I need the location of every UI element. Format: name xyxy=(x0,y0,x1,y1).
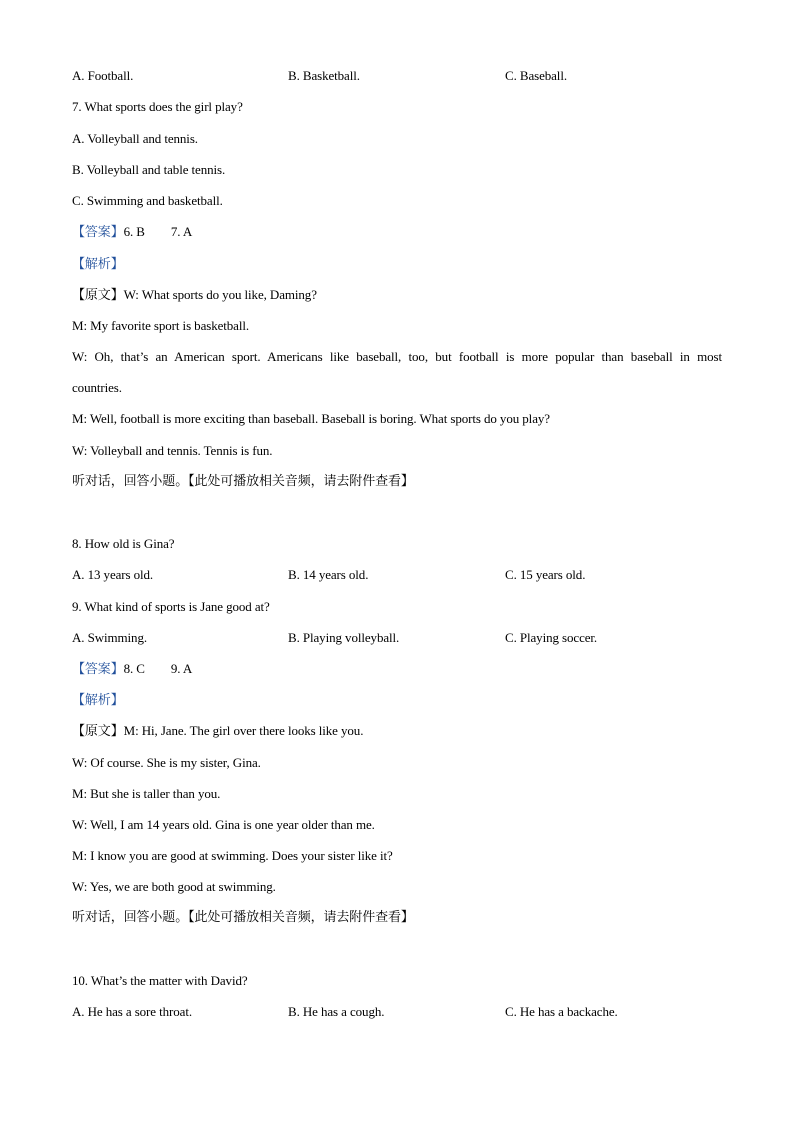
q9-option-c: C. Playing soccer. xyxy=(505,630,598,645)
q7-question: 7. What sports does the girl play? xyxy=(72,99,243,114)
q8-question: 8. How old is Gina? xyxy=(72,536,175,551)
answer-8: 8. C xyxy=(123,661,145,676)
answer-tag: 【答案】 xyxy=(72,662,124,677)
listening-instruction: 听对话，回答小题。【此处可播放相关音频，请去附件查看】 xyxy=(72,910,414,925)
q6-option-c: C. Baseball. xyxy=(505,68,567,83)
q6-option-b: B. Basketball. xyxy=(288,68,360,83)
analysis-line-8-9 xyxy=(72,692,124,709)
q8-option-b: B. 14 years old. xyxy=(288,567,369,582)
transcript-line: W: Of course. She is my sister, Gina. xyxy=(72,755,261,770)
answer-line-6-7 xyxy=(72,224,192,241)
q8-option-a: A. 13 years old. xyxy=(72,567,154,582)
q7-option-a: A. Volleyball and tennis. xyxy=(72,131,198,146)
q9-option-b: B. Playing volleyball. xyxy=(288,630,400,645)
answer-line-8-9 xyxy=(72,661,192,678)
q7-option-c: C. Swimming and basketball. xyxy=(72,193,223,208)
q10-question: 10. What’s the matter with David? xyxy=(72,973,248,988)
transcript-line: W: Oh, that’s an American sport. Americans like baseball, too, but football is more popular than baseball in most xyxy=(72,349,722,364)
analysis-tag: 【解析】 xyxy=(72,693,124,708)
q10-option-b: B. He has a cough. xyxy=(288,1004,385,1019)
answer-7: 7. A xyxy=(170,224,193,239)
transcript-line: M: I know you are good at swimming. Does your sister like it? xyxy=(72,848,393,863)
transcript-line xyxy=(72,723,363,740)
transcript-text: M: Hi, Jane. The girl over there looks like you. xyxy=(123,723,364,738)
q6-option-a: A. Football. xyxy=(72,68,134,83)
answer-9: 9. A xyxy=(170,661,193,676)
transcript-text: W: What sports do you like, Daming? xyxy=(123,287,317,302)
q9-option-a: A. Swimming. xyxy=(72,630,148,645)
analysis-line-6-7 xyxy=(72,256,124,273)
q10-option-a: A. He has a sore throat. xyxy=(72,1004,192,1019)
transcript-line xyxy=(72,287,317,304)
q7-option-b: B. Volleyball and table tennis. xyxy=(72,162,226,177)
analysis-tag: 【解析】 xyxy=(72,257,124,272)
transcript-line: M: Well, football is more exciting than baseball. Baseball is boring. What sports do you play? xyxy=(72,411,550,426)
listening-instruction: 听对话，回答小题。【此处可播放相关音频，请去附件查看】 xyxy=(72,474,414,489)
transcript-line: M: But she is taller than you. xyxy=(72,786,221,801)
transcript-line: W: Well, I am 14 years old. Gina is one year older than me. xyxy=(72,817,375,832)
answer-tag: 【答案】 xyxy=(72,225,124,240)
q8-option-c: C. 15 years old. xyxy=(505,567,586,582)
transcript-line: countries. xyxy=(72,380,122,395)
transcript-tag: 【原文】 xyxy=(72,724,124,739)
q10-option-c: C. He has a backache. xyxy=(505,1004,618,1019)
transcript-line: M: My favorite sport is basketball. xyxy=(72,318,250,333)
transcript-tag: 【原文】 xyxy=(72,288,124,303)
transcript-line: W: Yes, we are both good at swimming. xyxy=(72,879,276,894)
transcript-line: W: Volleyball and tennis. Tennis is fun. xyxy=(72,443,273,458)
q9-question: 9. What kind of sports is Jane good at? xyxy=(72,599,270,614)
answer-6: 6. B xyxy=(123,224,145,239)
